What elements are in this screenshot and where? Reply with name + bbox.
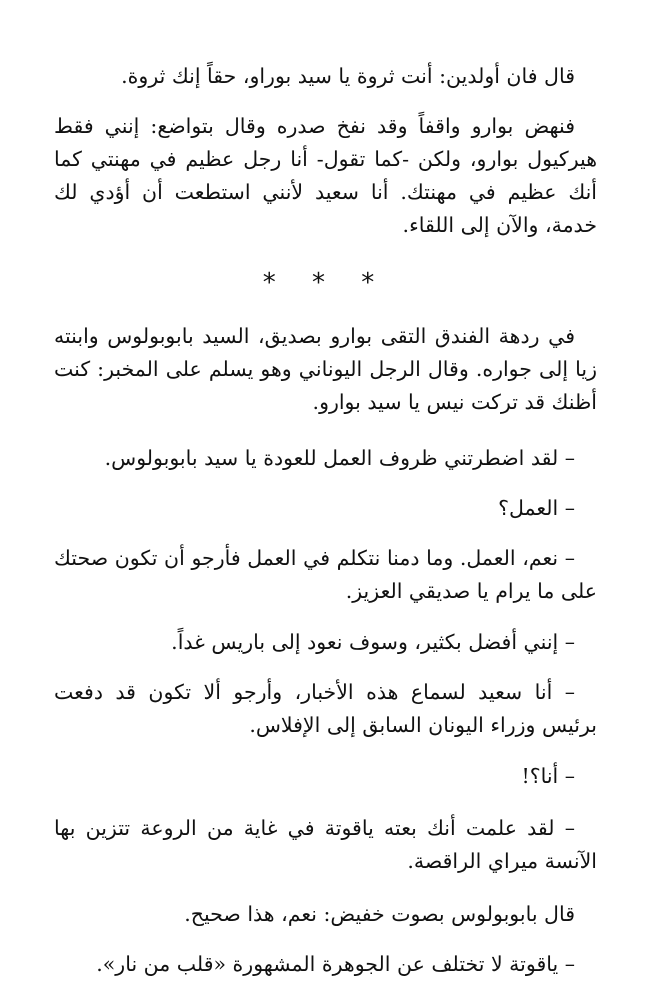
paragraph-1: قال فان أولدين: أنت ثروة يا سيد بوراو، حقاً إنك ثروة. <box>121 64 575 88</box>
paragraph-2: فنهض بوارو واقفاً وقد نفخ صدره وقال بتواضع: إنني فقط هيركيول بوارو، ولكن -كما تقول- أنا رجل عظيم في مهنتي كما أنك عظيم في مهنتك. أنا سعيد لأنني استطعت أن أؤدي لك خدمة، والآن إلى اللقاء. <box>54 114 597 237</box>
dialogue-line-6: – أنا؟! <box>521 764 575 788</box>
paragraph-4: قال بابوبولوس بصوت خفيض: نعم، هذا صحيح. <box>184 902 575 926</box>
dialogue-line-7: – لقد علمت أنك بعته ياقوتة في غاية من الروعة تتزين بها الآنسة ميراي الراقصة. <box>54 816 597 873</box>
dialogue-line-4: – إنني أفضل بكثير، وسوف نعود إلى باريس غداً. <box>171 630 575 654</box>
dialogue-line-2: – العمل؟ <box>498 496 575 520</box>
paragraph-3: في ردهة الفندق التقى بوارو بصديق، السيد بابوبولوس وابنته زيا إلى جواره. وقال الرجل اليوناني وهو يسلم على المخبر: كنت أظنك قد تركت نيس يا سيد بوارو. <box>54 324 597 414</box>
dialogue-line-3: – نعم، العمل. وما دمنا نتكلم في العمل فأرجو أن تكون صحتك على ما يرام يا صديقي العزيز. <box>54 546 597 603</box>
section-separator: * * * <box>262 268 389 298</box>
dialogue-line-8: – ياقوتة لا تختلف عن الجوهرة المشهورة «قلب من نار». <box>96 952 575 976</box>
dialogue-line-5: – أنا سعيد لسماع هذه الأخبار، وأرجو ألا تكون قد دفعت برئيس وزراء اليونان السابق إلى الإفلاس. <box>54 680 597 737</box>
dialogue-line-1: – لقد اضطرتني ظروف العمل للعودة يا سيد بابوبولوس. <box>104 446 575 470</box>
